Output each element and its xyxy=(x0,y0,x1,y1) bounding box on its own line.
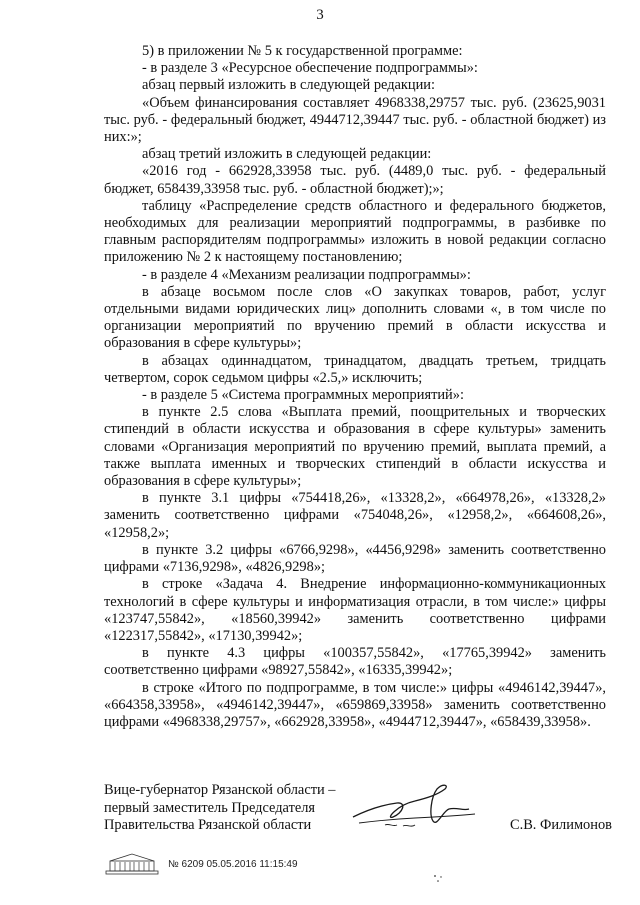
paragraph: «Объем финансирования составляет 4968338,29757 тыс. руб. (23625,9031 тыс. руб. - федеральный бюджет, 4944712,39447 тыс. руб. - областной бюджет) из них:»; xyxy=(104,94,606,146)
paragraph: в пункте 4.3 цифры «100357,55842», «17765,39942» заменить соответственно цифрами «98927,55842», «16335,39942»; xyxy=(104,645,606,679)
paragraph: - в разделе 3 «Ресурсное обеспечение подпрограммы»: xyxy=(142,60,478,77)
paragraph: - в разделе 5 «Система программных мероприятий»: xyxy=(142,387,464,404)
handwritten-signature xyxy=(345,775,490,850)
paragraph: в строке «Задача 4. Внедрение информационно-коммуникационных технологий в сфере культуры и информатизация отрасли, в том числе:» цифры «123747,55842», «18560,39942» заменить соответственно цифрами «122317,55842», «17130,39942»; xyxy=(104,576,606,644)
signer-position-line: первый заместитель Председателя xyxy=(104,799,316,816)
signer-position xyxy=(104,782,336,835)
paragraph: абзац третий изложить в следующей редакции: xyxy=(142,146,432,163)
paragraph: абзац первый изложить в следующей редакции: xyxy=(142,77,436,94)
signer-position-line: Вице-губернатор Рязанской области – xyxy=(104,782,336,798)
paragraph: в пункте 3.1 цифры «754418,26», «13328,2», «664978,26», «13328,2» заменить соответственно цифрами «754048,26», «12958,2», «664608,26», «12958,2»; xyxy=(104,490,606,541)
paragraph: в пункте 3.2 цифры «6766,9298», «4456,9298» заменить соответственно цифрами «7136,9298», «4826,9298»; xyxy=(104,541,606,576)
scan-mark xyxy=(432,872,446,886)
page-number: 3 xyxy=(316,7,324,23)
paragraph: 5) в приложении № 5 к государственной программе: xyxy=(142,43,463,59)
paragraph: - в разделе 4 «Механизм реализации подпрограммы»: xyxy=(142,266,471,283)
signer-name: С.В. Филимонов xyxy=(510,817,612,833)
building-emblem-icon xyxy=(104,852,160,876)
paragraph: в абзацах одиннадцатом, тринадцатом, двадцать третьем, тридцать четвертом, сорок седьмом цифры «2.5,» исключить; xyxy=(104,352,606,386)
paragraph: в строке «Итого по подпрограмме, в том числе:» цифры «4946142,39447», «664358,33958», «4946142,39447», «659869,33958» заменить соответственно цифрами «4968338,29757», «662928,33958», «4944712,39447», «658439,33958». xyxy=(104,679,606,730)
paragraph: в абзаце восьмом после слов «О закупках товаров, работ, услуг отдельными видами юридических лиц» дополнить словами «, в том числе по организации мероприятий по вручению премий в области искусства и образования в сфере культуры»; xyxy=(104,283,606,352)
signer-position-line: Правительства Рязанской области xyxy=(104,817,312,834)
document-body xyxy=(104,43,606,731)
paragraph: таблицу «Распределение средств областного и федерального бюджетов, необходимых для реализации мероприятий подпрограммы, в разбивке по главным распорядителям подпрограммы» изложить в новой редакции согласно приложению № 2 к настоящему постановлению; xyxy=(104,197,606,266)
paragraph: «2016 год - 662928,33958 тыс. руб. (4489,0 тыс. руб. - федеральный бюджет, 658439,33958 тыс. руб. - областной бюджет);»; xyxy=(104,163,606,197)
registration-stamp: № 6209 05.05.2016 11:15:49 xyxy=(168,859,298,870)
paragraph: в пункте 2.5 слова «Выплата премий, поощрительных и творческих стипендий в области искусства и образования в сфере культуры» заменить словами «Организация мероприятий по вручению премий, выплата премий, а также выплата именных и творческих стипендий в области искусства и образования в сфере культуры»; xyxy=(104,404,606,490)
